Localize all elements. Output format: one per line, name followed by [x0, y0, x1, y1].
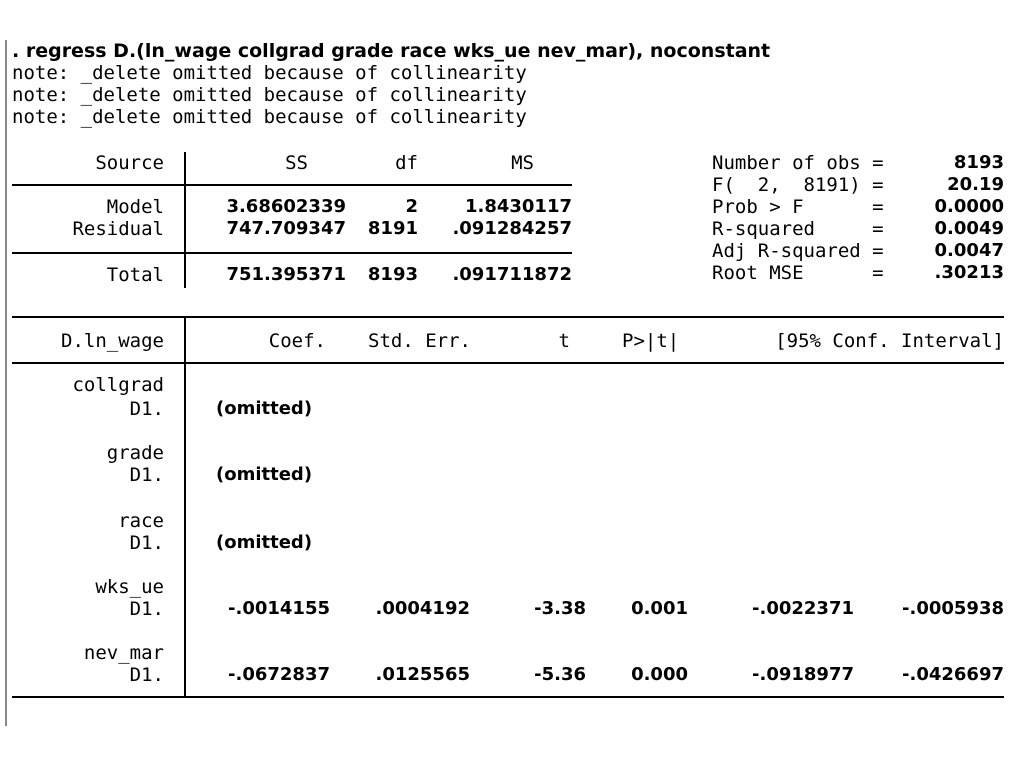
coef-p-value: 0.001: [631, 598, 688, 619]
coef-header-t: t: [558, 330, 570, 352]
coef-var-name: grade: [106, 442, 164, 464]
command-line: . regress D.(ln_wage collgrad grade race wks_ue nev_mar), noconstant: [12, 40, 771, 62]
anova-ms-total: .091711872: [452, 264, 572, 285]
coef-top-rule: [12, 316, 1004, 318]
anova-header-df: df: [395, 152, 418, 174]
coef-omitted: (omitted): [216, 532, 313, 553]
coef-std-err: .0125565: [375, 664, 470, 685]
anova-ss-model: 3.68602339: [226, 196, 346, 217]
coef-bottom-rule: [12, 696, 1004, 698]
anova-ms-model: 1.8430117: [464, 196, 572, 217]
coef-var-operator: D1.: [129, 398, 164, 420]
coef-value: -.0014155: [228, 598, 330, 619]
anova-df-model: 2: [405, 196, 418, 217]
results-window-bottom: [0, 726, 1024, 768]
coef-var-operator: D1.: [129, 598, 164, 620]
coef-ci-low: -.0918977: [752, 664, 854, 685]
stat-value-rootmse: .30213: [934, 262, 1004, 283]
anova-ss-residual: 747.709347: [226, 218, 346, 239]
coef-t-stat: -5.36: [534, 664, 586, 685]
coef-header-p: P>|t|: [622, 330, 680, 352]
coef-var-name: wks_ue: [95, 576, 164, 598]
coef-omitted: (omitted): [216, 464, 313, 485]
coef-header-coef: Coef.: [268, 330, 326, 352]
coef-var-name: nev_mar: [83, 642, 164, 664]
anova-ss-total: 751.395371: [226, 264, 346, 285]
coef-ci-high: -.0005938: [902, 598, 1004, 619]
coef-omitted: (omitted): [216, 398, 313, 419]
stat-value-rsq: 0.0049: [934, 218, 1004, 239]
coef-ci-low: -.0022371: [752, 598, 854, 619]
note-line: note: _delete omitted because of collinearity: [12, 62, 527, 84]
coef-var-name: collgrad: [72, 374, 164, 396]
coef-column-divider: [184, 318, 186, 698]
note-line: note: _delete omitted because of collinearity: [12, 84, 527, 106]
coef-var-name: race: [118, 510, 164, 532]
anova-ms-residual: .091284257: [452, 218, 572, 239]
coef-header-rule: [12, 362, 1004, 364]
anova-source-model: Model: [106, 196, 164, 218]
stat-value-f: 20.19: [947, 174, 1004, 195]
coef-var-operator: D1.: [129, 464, 164, 486]
anova-header-ms: MS: [511, 152, 534, 174]
stat-value-probf: 0.0000: [934, 196, 1004, 217]
anova-df-residual: 8191: [367, 218, 418, 239]
note-line: note: _delete omitted because of collinearity: [12, 106, 527, 128]
coef-var-operator: D1.: [129, 664, 164, 686]
stat-label-adjrsq: Adj R-squared =: [712, 240, 884, 262]
anova-column-divider: [184, 152, 186, 288]
coef-header-se: Std. Err.: [368, 330, 471, 352]
results-window-left-border: [5, 40, 7, 726]
coef-value: -.0672837: [228, 664, 330, 685]
coef-ci-high: -.0426697: [902, 664, 1004, 685]
anova-source-total: Total: [106, 264, 164, 286]
anova-header-rule: [12, 184, 572, 186]
coef-var-operator: D1.: [129, 532, 164, 554]
coef-t-stat: -3.38: [534, 598, 586, 619]
coef-std-err: .0004192: [375, 598, 470, 619]
anova-header-ss: SS: [285, 152, 308, 174]
anova-total-rule: [12, 252, 572, 254]
stat-label-rsq: R-squared =: [712, 218, 884, 240]
stat-value-adjrsq: 0.0047: [934, 240, 1004, 261]
coef-header-ci: [95% Conf. Interval]: [775, 330, 1004, 352]
stat-label-nobs: Number of obs =: [712, 152, 884, 174]
stat-label-rootmse: Root MSE =: [712, 262, 884, 284]
stat-label-probf: Prob > F =: [712, 196, 884, 218]
anova-header-source: Source: [95, 152, 164, 174]
stat-label-f: F( 2, 8191) =: [712, 174, 884, 196]
coef-p-value: 0.000: [631, 664, 688, 685]
stat-value-nobs: 8193: [953, 152, 1004, 173]
coef-header-depvar: D.ln_wage: [61, 330, 164, 352]
anova-df-total: 8193: [367, 264, 418, 285]
anova-source-residual: Residual: [72, 218, 164, 240]
